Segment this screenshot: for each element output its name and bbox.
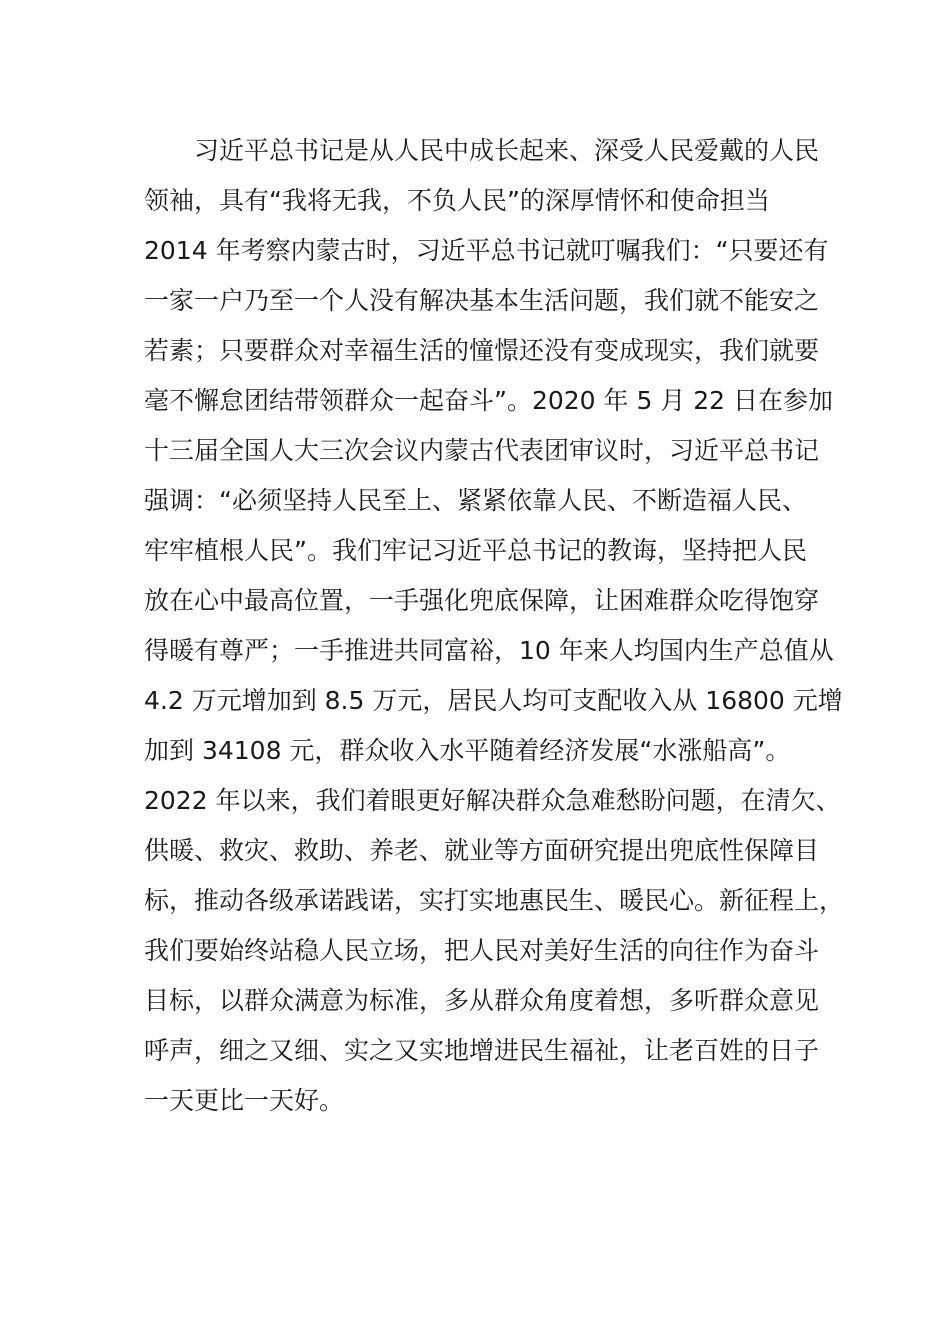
paragraph-line: 供暖、救灾、救助、养老、就业等方面研究提出兜底性保障目 bbox=[144, 836, 820, 865]
paragraph-line: 若素；只要群众对幸福生活的憧憬还没有变成现实，我们就要 bbox=[144, 336, 820, 365]
paragraph-line: 毫不懈怠团结带领群众一起奋斗”。2020 年 5 月 22 日在参加 bbox=[144, 386, 834, 415]
paragraph-line: 我们要始终站稳人民立场，把人民对美好生活的向往作为奋斗 bbox=[144, 936, 820, 965]
paragraph-line: 4.2 万元增加到 8.5 万元，居民人均可支配收入从 16800 元增 bbox=[144, 686, 843, 715]
paragraph-line: 十三届全国人大三次会议内蒙古代表团审议时，习近平总书记 bbox=[144, 436, 820, 465]
paragraph-line: 强调：“必须坚持人民至上、紧紧依靠人民、不断造福人民、 bbox=[144, 486, 807, 515]
paragraph-line: 得暖有尊严；一手推进共同富裕，10 年来人均国内生产总值从 bbox=[144, 636, 834, 665]
paragraph-line: 呼声，细之又细、实之又实地增进民生福祉，让老百姓的日子 bbox=[144, 1036, 820, 1065]
paragraph bbox=[144, 126, 845, 1126]
paragraph-line: 目标，以群众满意为标准，多从群众角度着想，多听群众意见 bbox=[144, 986, 820, 1015]
paragraph-line: 2022 年以来，我们着眼更好解决群众急难愁盼问题，在清欠、 bbox=[144, 786, 841, 815]
paragraph-line: 习近平总书记是从人民中成长起来、深受人民爱戴的人民 bbox=[194, 136, 820, 165]
paragraph-line: 放在心中最高位置，一手强化兜底保障，让困难群众吃得饱穿 bbox=[144, 586, 820, 615]
paragraph-line: 一天更比一天好。 bbox=[144, 1086, 345, 1115]
paragraph-line: 牢牢植根人民”。我们牢记习近平总书记的教诲，坚持把人民 bbox=[144, 536, 807, 565]
paragraph-line: 一家一户乃至一个人没有解决基本生活问题，我们就不能安之 bbox=[144, 286, 820, 315]
paragraph-line: 2014 年考察内蒙古时，习近平总书记就叮嘱我们：“只要还有 bbox=[144, 236, 829, 265]
paragraph-line: 领袖，具有“我将无我，不负人民”的深厚情怀和使命担当 bbox=[144, 186, 770, 215]
paragraph-line: 标，推动各级承诺践诺，实打实地惠民生、暖民心。新征程上， bbox=[144, 886, 845, 915]
paragraph-line: 加到 34108 元，群众收入水平随着经济发展“水涨船高”。 bbox=[144, 736, 791, 765]
